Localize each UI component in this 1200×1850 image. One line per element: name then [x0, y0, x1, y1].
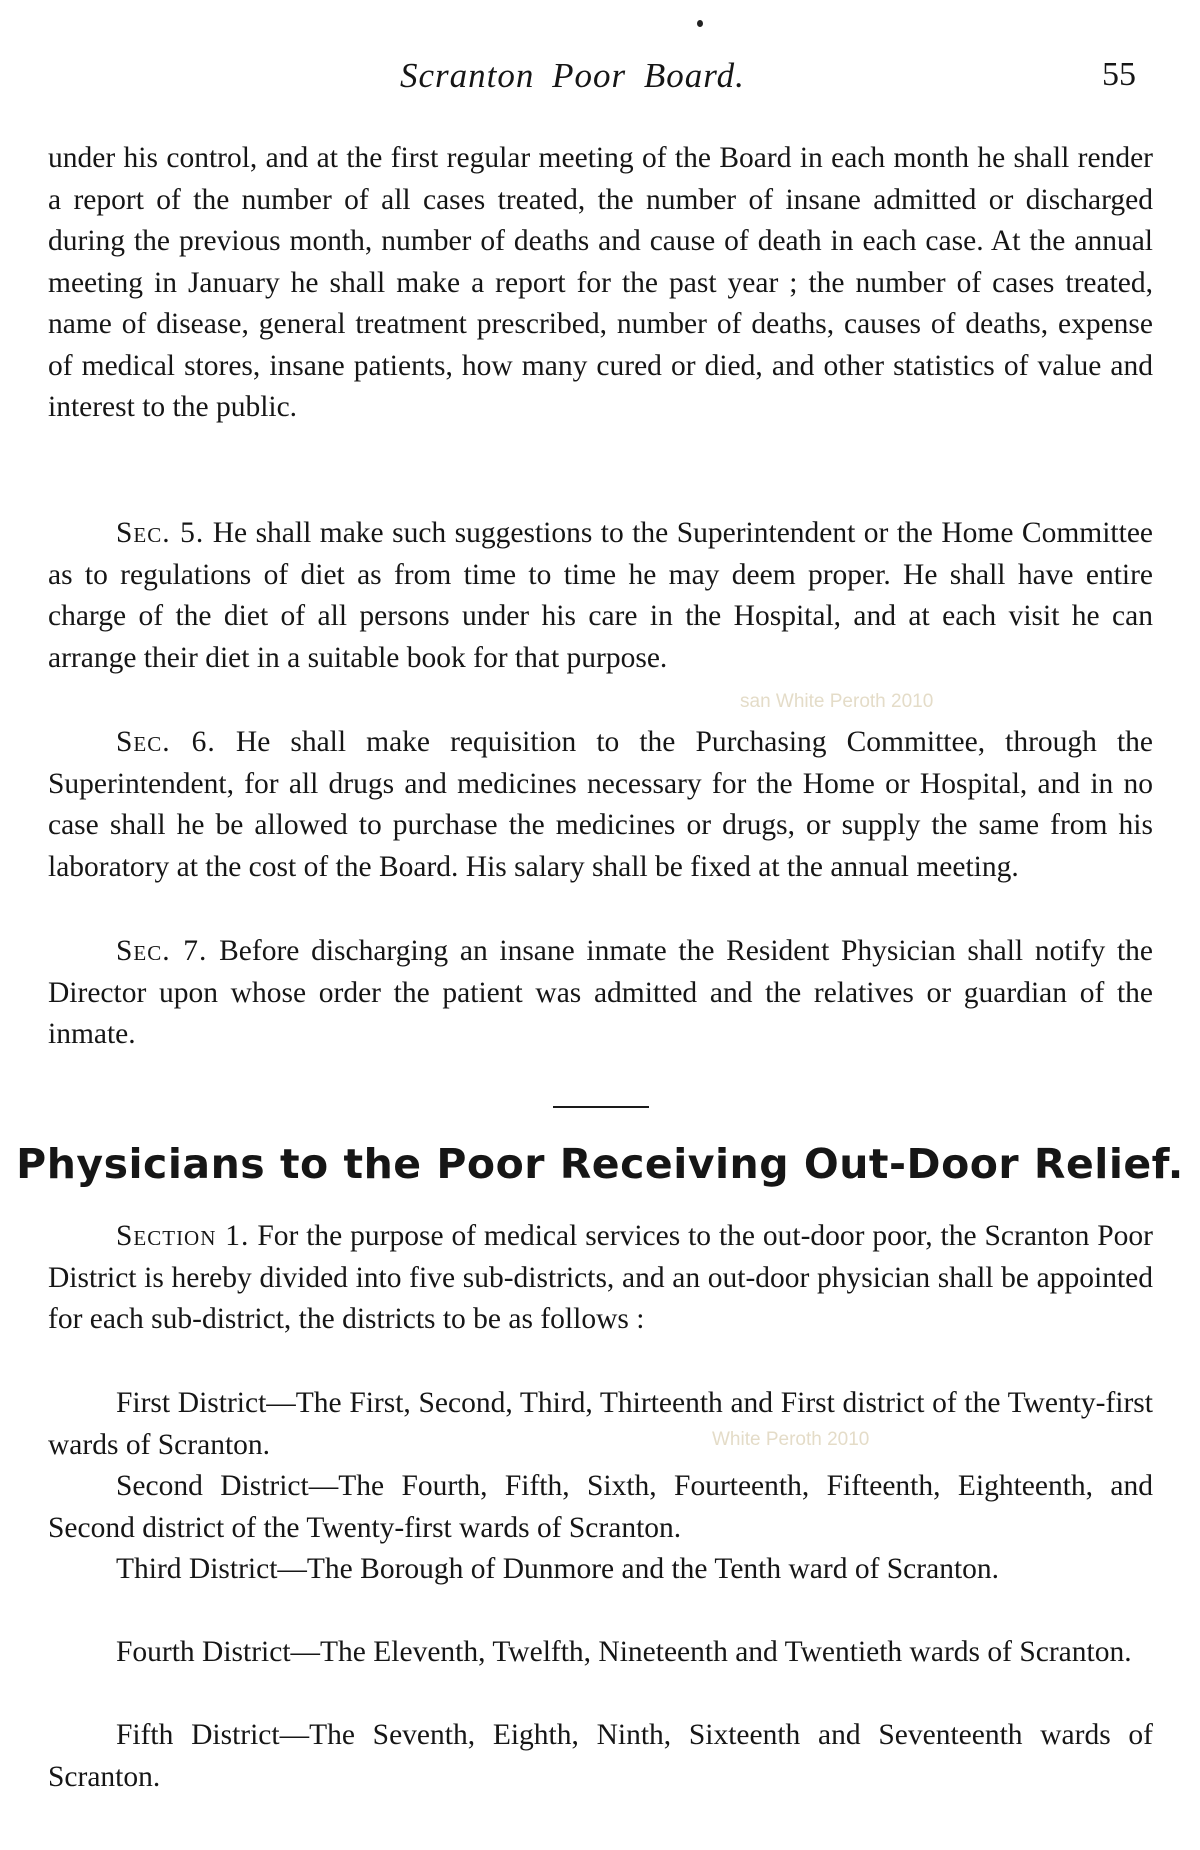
section-label: Sec. 5.: [116, 517, 205, 549]
paragraph-fourth-district: [48, 1632, 1153, 1674]
paragraph-text: Third District—The Borough of Dunmore and the Tenth ward of Scranton.: [116, 1553, 1000, 1585]
paragraph-sec-6: [48, 722, 1153, 888]
watermark-text: san White Peroth 2010: [740, 691, 934, 712]
paragraph-first-district: [48, 1383, 1153, 1466]
printer-dot-mark: [697, 20, 703, 27]
section-heading: Physicians to the Poor Receiving Out-Door Relief.: [16, 1140, 1184, 1188]
paragraph-third-district: [48, 1549, 1153, 1591]
paragraph-section-1: [48, 1216, 1153, 1341]
paragraph-text: For the purpose of medical services to the out-door poor, the Scranton Poor District is hereby divided into five sub-districts, and an out-door physician shall be appointed for each sub-district, the districts to be as follows :: [48, 1220, 1153, 1335]
paragraph-text: under his control, and at the first regular meeting of the Board in each month he shall render a report of the number of all cases treated, the number of insane admitted or discharged during the previous month, number of deaths and cause of death in each case. At the annual meeting in January he shall make a report for the past year ; the number of cases treated, name of disease, general treatment prescribed, number of deaths, causes of deaths, expense of medical stores, insane patients, how many cured or died, and other statistics of value and interest to the public.: [48, 142, 1153, 423]
page-number: 55: [1102, 56, 1136, 93]
paragraph-text: First District—The First, Second, Third, Thirteenth and First district of the Twenty-first wards of Scranton.: [48, 1387, 1153, 1461]
section-label: Sec. 7.: [116, 935, 208, 967]
paragraph-sec-5: [48, 513, 1153, 679]
paragraph-second-district: [48, 1466, 1153, 1549]
section-label: Sec. 6.: [116, 726, 216, 758]
watermark-text: White Peroth 2010: [712, 1429, 870, 1450]
paragraph-fifth-district: [48, 1715, 1153, 1798]
paragraph-text: He shall make requisition to the Purchasing Committee, through the Superintendent, for all drugs and medicines necessary for the Home or Hospital, and in no case shall he be allowed to purchase the medicines or drugs, or supply the same from his laboratory at the cost of the Board. His salary shall be fixed at the annual meeting.: [48, 726, 1154, 883]
section-divider-rule: [553, 1106, 649, 1108]
paragraph-text: He shall make such suggestions to the Superintendent or the Home Committee as to regulations of diet as from time to time he may deem proper. He shall have entire charge of the diet of all persons under his care in the Hospital, and at each visit he can arrange their diet in a suitable book for that purpose.: [48, 517, 1154, 674]
paragraph-text: Before discharging an insane inmate the Resident Physician shall notify the Director upon whose order the patient was admitted and the relatives or guardian of the inmate.: [48, 935, 1154, 1050]
running-head-title: Scranton Poor Board.: [400, 56, 745, 95]
paragraph-text: Second District—The Fourth, Fifth, Sixth, Fourteenth, Fifteenth, Eighteenth, and Second district of the Twenty-first wards of Scranton.: [48, 1470, 1153, 1544]
section-label: Section 1.: [116, 1220, 250, 1252]
paragraph-text: Fifth District—The Seventh, Eighth, Ninth, Sixteenth and Seventeenth wards of Scranton.: [48, 1719, 1153, 1793]
paragraph-report-duties: [48, 138, 1153, 429]
paragraph-sec-7: [48, 931, 1153, 1056]
paragraph-text: Fourth District—The Eleventh, Twelfth, Nineteenth and Twentieth wards of Scranton.: [116, 1636, 1132, 1668]
